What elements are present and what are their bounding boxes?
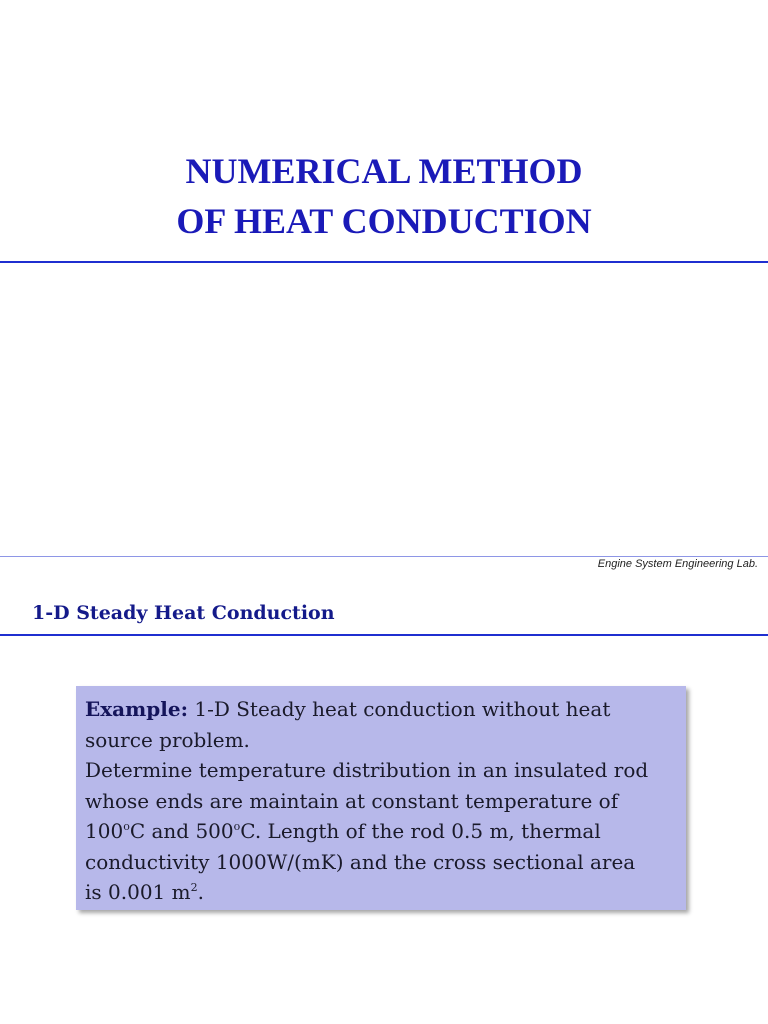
example-line-2: source problem. bbox=[85, 727, 250, 752]
degree-mark-2: o bbox=[233, 820, 241, 833]
example-line-5 bbox=[85, 816, 686, 847]
title-line-2: OF HEAT CONDUCTION bbox=[176, 201, 592, 241]
example-line-7 bbox=[85, 877, 686, 908]
example-line-5-mid: C and 500 bbox=[129, 819, 234, 843]
degree-mark-1: o bbox=[123, 820, 130, 833]
example-line-3: Determine temperature distribution in an insulated rod bbox=[85, 758, 649, 782]
example-line-6: conductivity 1000W/(mK) and the cross sectional area bbox=[85, 849, 636, 874]
example-line-5-end: C. Length of the rod 0.5 m, thermal bbox=[240, 819, 601, 843]
example-line-7-end: . bbox=[197, 880, 204, 904]
title-underline bbox=[0, 261, 768, 263]
example-line-1 bbox=[85, 694, 686, 725]
example-box bbox=[76, 686, 686, 910]
example-lead: Example: bbox=[85, 697, 188, 721]
slide-divider bbox=[0, 556, 768, 557]
section-title: 1-D Steady Heat Conduction bbox=[32, 602, 335, 624]
slide-title bbox=[0, 146, 768, 246]
lab-label: Engine System Engineering Lab. bbox=[597, 558, 758, 570]
area-value: is 0.001 m bbox=[85, 880, 191, 904]
example-line-4: whose ends are maintain at constant temperature of bbox=[85, 788, 619, 813]
temp-1-value: 100 bbox=[85, 819, 124, 843]
section-underline bbox=[0, 634, 768, 636]
squared-mark: 2 bbox=[190, 881, 198, 894]
title-line-1: NUMERICAL METHOD bbox=[185, 151, 583, 191]
example-line-1-text: 1-D Steady heat conduction without heat bbox=[187, 697, 611, 721]
